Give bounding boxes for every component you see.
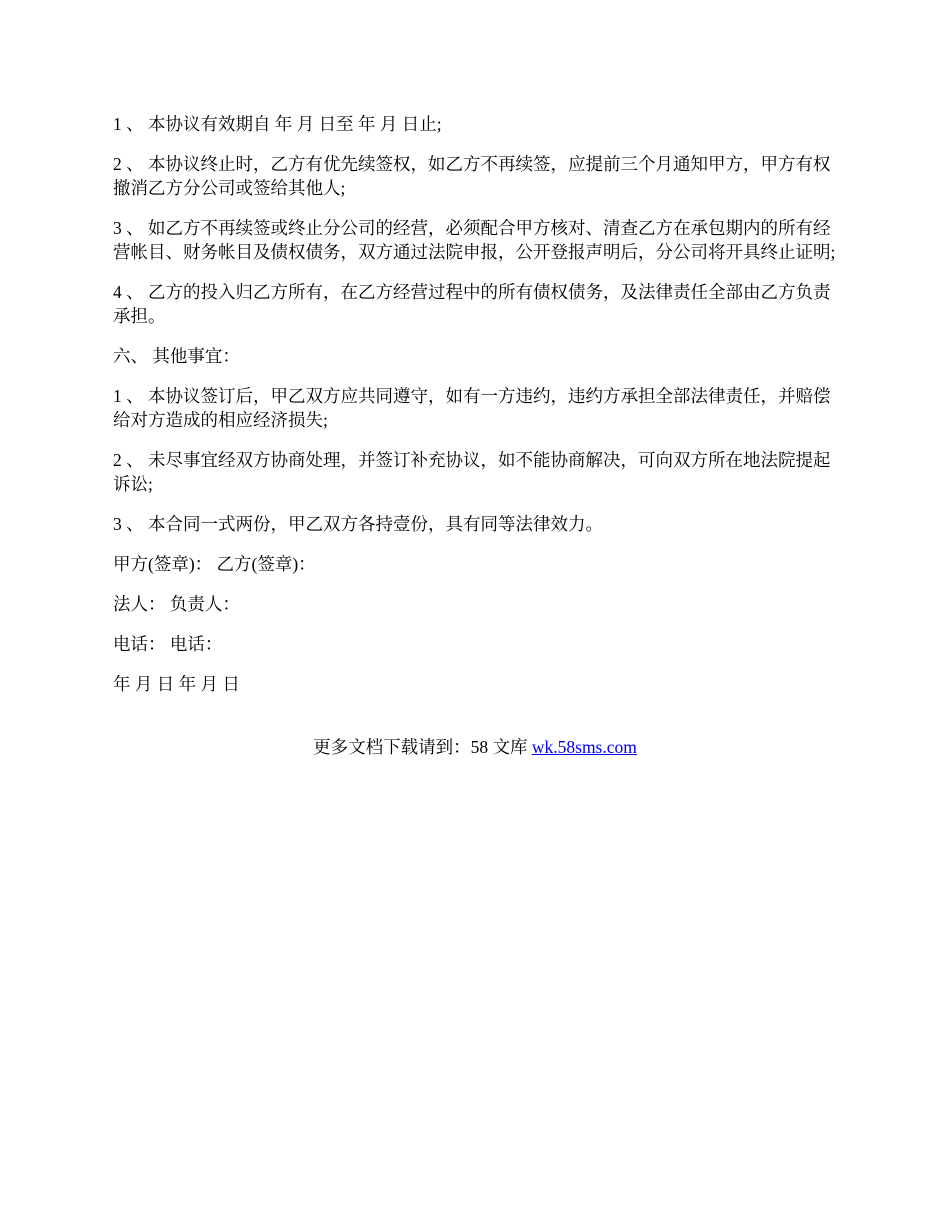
signature-line-parties: 甲方(签章)： 乙方(签章)：	[113, 554, 316, 574]
signature-line-representatives: 法人： 负责人：	[113, 594, 240, 614]
signature-line-date: 年 月 日 年 月 日	[113, 674, 240, 694]
document-body	[113, 112, 843, 712]
clause-termination-audit: 3 、 如乙方不再续签或终止分公司的经营，必须配合甲方核对、清查乙方在承包期内的所有经营帐目、财务帐目及债权债务，双方通过法院申报，公开登报声明后，分公司将开具终止证明;	[113, 218, 836, 262]
footer-download-note	[0, 735, 950, 759]
clause-dispute-resolution: 2 、 未尽事宜经双方协商处理，并签订补充协议，如不能协商解决，可向双方所在地法院提起诉讼;	[113, 450, 831, 494]
section-heading-other-matters: 六、 其他事宜：	[113, 346, 240, 366]
footer-link[interactable]: wk.58sms.com	[531, 737, 637, 757]
footer-text: 更多文档下载请到：58 文库	[313, 737, 532, 757]
clause-investment-liability: 4 、 乙方的投入归乙方所有，在乙方经营过程中的所有债权债务，及法律责任全部由乙方负责承担。	[113, 282, 831, 326]
clause-compliance-breach: 1 、 本协议签订后，甲乙双方应共同遵守，如有一方违约，违约方承担全部法律责任，并赔偿给对方造成的相应经济损失;	[113, 386, 831, 430]
clause-termination-renewal: 2 、 本协议终止时，乙方有优先续签权，如乙方不再续签，应提前三个月通知甲方，甲方有权撤消乙方分公司或签给其他人;	[113, 154, 831, 198]
clause-copies: 3 、 本合同一式两份，甲乙双方各持壹份，具有同等法律效力。	[113, 514, 603, 534]
clause-validity-period: 1 、 本协议有效期自 年 月 日至 年 月 日止;	[113, 114, 442, 134]
signature-line-phone: 电话： 电话：	[113, 634, 223, 654]
